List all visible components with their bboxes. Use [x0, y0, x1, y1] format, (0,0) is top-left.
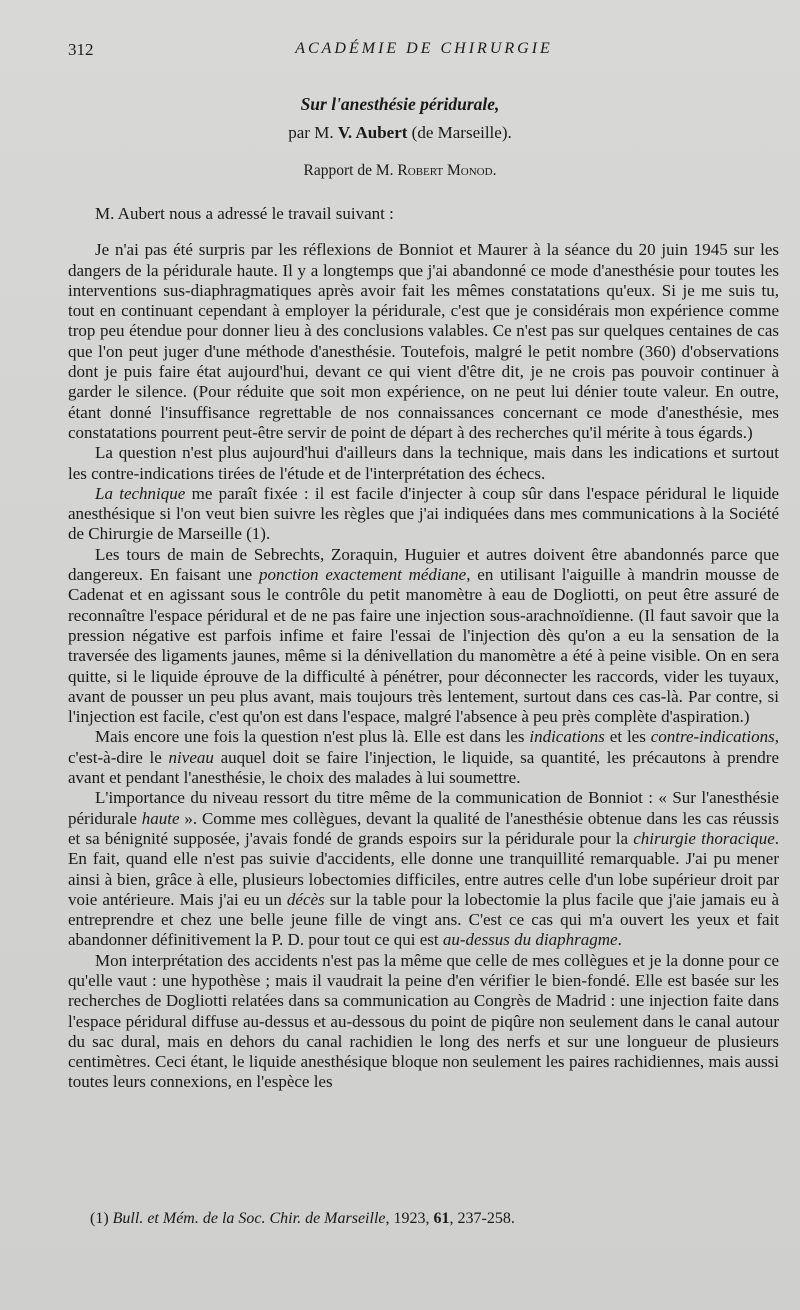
paragraph-text: Je n'ai pas été surpris par les réflexions de Bonniot et Maurer à la séance du 20 juin 1945 sur les dangers de la péridurale haute. Il y a longtemps que j'ai abandonné ce mode d'anesthésie pour toutes les interventions sus-diaphragmatiques après avoir fait les mêmes constatations qu'eux. Si je me suis tu, tout en continuant cependant à employer la péridurale, c'est que je considérais mon expérience comme trop peu étendue pour donner lieu à des conclusions valables. Ce n'est pas sur quelques centaines de cas que l'on peut juger d'une méthode d'anesthésie. Toutefois, malgré le petit nombre (360) d'observations dont je puis faire état aujourd'hui, devant ce qui vient d'être dit, je ne crois pas pouvoir continuer à garder le silence. (Pour réduite que soit mon expérience, on ne peut lui dénier toute valeur. En outre, étant donné l'insuffisance regrettable de nos connaissances concernant ce mode d'anesthésie, mes constatations pourrent peut-être servir de point de départ à des recherches qu'il mérite à tous égards.): [68, 240, 779, 442]
paragraph-text: ». Comme mes collègues, devant la qualité de l'anesthésie obtenue dans les cas réussis et sa bénignité supposée, j'avais fondé de grands espoirs sur la péridurale pour la: [68, 808, 780, 848]
paragraph-text: et les: [604, 727, 651, 747]
footnote-marker: (1): [90, 1210, 113, 1227]
footnote-pages: , 237-258.: [449, 1210, 515, 1227]
paragraph-text: . En fait, quand elle n'est pas suivie d'accidents, elle donne une tranquillité remarquable. J'ai pu mener ainsi à bien, grâce à elle, plusieurs lobectomies difficiles, entre autres celle d'un lobe supérieur droit par voie antérieure. Mais j'ai eu un: [68, 828, 779, 909]
emphasis-text: indications: [529, 727, 605, 747]
byline-prefix: par M.: [288, 123, 338, 142]
body-paragraph: [68, 443, 779, 484]
page-number: 312: [68, 40, 94, 59]
reporter-name: Robert Monod: [397, 162, 493, 179]
report-suffix: .: [492, 162, 497, 179]
body-paragraph: [68, 545, 779, 728]
intro-paragraph: [68, 204, 779, 224]
emphasis-text: La technique: [95, 483, 186, 503]
emphasis-text: chirurgie thoracique: [633, 828, 775, 848]
body-paragraph: [68, 788, 779, 950]
paragraph-text: sur la table pour la lobectomie la plus facile que j'aie jamais eu à entreprendre et chez une belle jeune fille de vingt ans. C'est ce cas qui m'a ouvert les yeux et fait abandonner définitivement la P. D. pour tout ce qui est: [68, 889, 779, 950]
paragraph-text: auquel doit se faire l'injection, le liquide, sa quantité, les précautons à prendre avant et pendant l'anesthésie, le choix des malades à lui soumettre.: [68, 747, 779, 788]
paragraph-text: Mon interprétation des accidents n'est pas la même que celle de mes collègues et je la donne pour ce qu'elle vaut : une hypothèse ; mais il vaudrait la peine d'en vérifier le bien-fondé. Elle est basée sur les recherches de Dogliotti relatées dans sa communication au Congrès de Madrid : une injection faite dans l'espace péridural diffuse au-dessus et au-dessous du point de piqûre non seulement dans le canal autour du sac dural, mais en dehors du canal rachidien le long des nerfs et sur une longueur de plusieurs centimètres. Ceci étant, le liquide anesthésique bloque non seulement les paires rachidiennes, mais aussi toutes leurs connexions, en l'espèce les: [68, 950, 779, 1092]
footnote-volume: 61: [433, 1210, 450, 1227]
footnote-year: , 1923,: [385, 1210, 434, 1227]
paragraph-text: , c'est-à-dire le: [68, 727, 779, 767]
emphasis-text: haute: [141, 808, 180, 828]
paragraph-text: L'importance du niveau ressort du titre même de la communication de Bonniot : « Sur l'anesthésie péridurale: [68, 788, 779, 828]
author-affiliation: (de Marseille).: [407, 123, 512, 142]
body-paragraph: [68, 727, 779, 788]
article-byline: [0, 123, 800, 143]
paragraph-text: me paraît fixée : il est facile d'injecter à coup sûr dans l'espace péridural le liquide anesthésique si l'on veut bien suivre les règles que j'ai indiquées dans mes communications à la Société de Chirurgie de Marseille (1).: [68, 483, 779, 544]
page-header: [68, 40, 780, 62]
body-paragraph: [68, 951, 779, 1093]
emphasis-text: décès: [286, 889, 325, 909]
author-name: V. Aubert: [337, 123, 408, 142]
footnote: [90, 1210, 780, 1228]
article-title: Sur l'anesthésie péridurale,: [300, 94, 500, 114]
paragraph-text: M. Aubert nous a adressé le travail suivant :: [95, 204, 394, 223]
report-line: [0, 162, 800, 180]
emphasis-text: niveau: [168, 747, 214, 767]
article-body: [68, 204, 779, 1093]
emphasis-text: ponction exactement médiane: [259, 565, 467, 585]
body-paragraph: [68, 240, 779, 443]
emphasis-text: contre-indications: [650, 727, 775, 747]
paragraph-text: , en utilisant l'aiguille à mandrin mousse de Cadenat et en agissant sous le contrôle du petit manomètre à eau de Dogliotti, on peut être assuré de reconnaître l'espace péridural et de ne pas faire une injection sous-arachnoïdienne. (Il faut savoir que la pression négative est parfois infime et faire l'essai de l'injection dès qu'on a eu la sensation de la traversée des ligaments jaunes, même si la dénivellation du manomètre a été à peine visible. On en sera quitte, si le liquide éprouve de la difficulté à pénétrer, pour déconnecter les raccords, vider les tuyaux, avant de pousser un peu plus avant, mais toujours très lentement, surtout dans ces cas-là. Par contre, si l'injection est facile, c'est qu'on est dans l'espace, malgré l'absence à peu près complète d'aspiration.): [68, 565, 779, 727]
emphasis-text: au-dessus du diaphragme: [442, 930, 618, 950]
body-paragraph: [68, 484, 779, 545]
report-prefix: Rapport de M.: [303, 162, 398, 179]
footnote-journal: Bull. et Mém. de la Soc. Chir. de Marseille: [112, 1210, 386, 1227]
running-head: ACADÉMIE DE CHIRURGIE: [295, 40, 553, 57]
paragraph-text: Les tours de main de Sebrechts, Zoraquin, Huguier et autres doivent être abandonnés parce que dangereux. En faisant une: [68, 544, 779, 585]
paragraph-text: .: [617, 930, 622, 950]
paragraph-text: Mais encore une fois la question n'est plus là. Elle est dans les: [95, 727, 530, 747]
paragraph-text: La question n'est plus aujourd'hui d'ailleurs dans la technique, mais dans les indications et surtout les contre-indications tirées de l'étude et de l'interprétation des échecs.: [68, 443, 779, 483]
